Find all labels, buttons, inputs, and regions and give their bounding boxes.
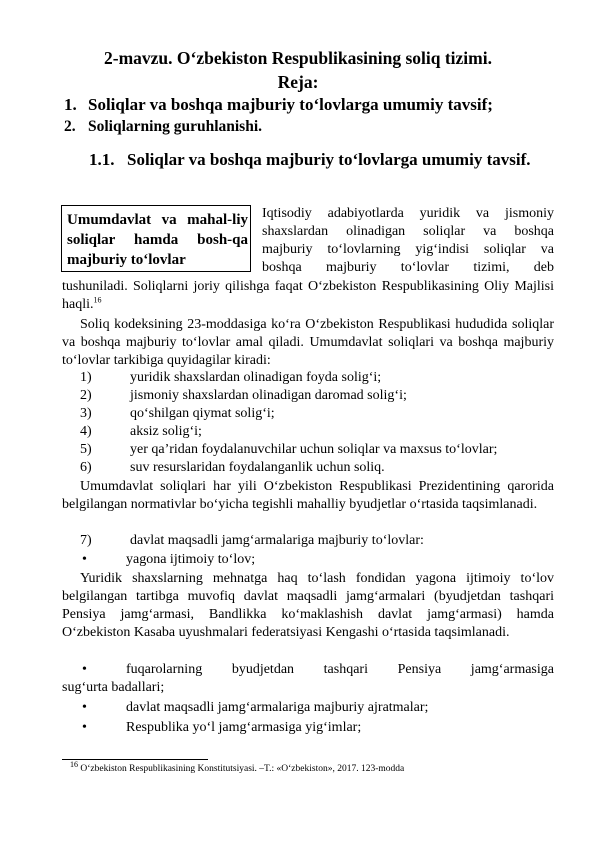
bullet-icon: • [82,720,87,735]
yagona-ijtimoiy-paragraph: Yuridik shaxslarning mehnatga haq to‘lash fondidan yagona ijtimoiy to‘lov belgilangan tartibga muvofiq davlat maqsadli jamg‘armalari (byudjetdan tashqari Pensiya jamg‘armasi, Bandlikka ko‘maklashish davlat jamg‘armasi) hamda O‘zbekiston Kasaba uyushmalari federatsiyasi Kengashi o‘rtasida taqsimlanadi. [62,571,554,640]
bullet-text: Respublika yo‘l jamg‘armasiga yig‘imlar; [126,720,362,735]
plan-item-1 [64,95,493,115]
intro-paragraph-continuation [62,278,554,314]
bullet-text: fuqarolarning byudjetdan tashqari Pensiya jamg‘armasiga [126,662,554,677]
section-heading [89,150,530,170]
list-text: davlat maqsadli jamg‘armalariga majburiy to‘lovlar: [130,533,424,548]
section-title: Soliqlar va boshqa majburiy to‘lovlarga umumiy tavsif. [127,150,531,169]
intro-line-4: boshqa majburiy to‘lovlar tizimi, deb [262,260,554,275]
bullet-text-continuation: sug‘urta badallari; [62,680,165,695]
footnote-separator [62,759,208,760]
list-number: 7) [80,533,92,548]
list-item [80,370,381,386]
list-number: 6) [80,460,92,475]
plan-item-text: Soliqlarning guruhlanishi. [88,118,263,135]
bullet-icon: • [82,700,87,715]
plan-item-2 [64,118,262,136]
footnote [70,759,405,774]
bullet-item [82,700,428,716]
list-item [80,460,385,476]
list-text: suv resurslaridan foydalanganlik uchun soliq. [130,460,385,475]
list-text: qo‘shilgan qiymat solig‘i; [130,406,275,421]
bullet-icon: • [82,552,87,567]
list-text: yer qa’ridan foydalanuvchilar uchun soliqlar va maxsus to‘lovlar; [130,442,498,457]
list-item [80,424,202,440]
margin-callout-box [61,205,251,272]
prezident-paragraph: Umumdavlat soliqlari har yili O‘zbekiston Respublikasi Prezidentining qarorida belgilangan normativlar bo‘yicha tegishli mahalliy byudjetlar o‘rtasida taqsimlanadi. [62,479,554,512]
plan-heading: Reja: [277,72,319,92]
list-item [80,442,497,458]
plan-item-number: 1. [64,95,77,114]
section-number: 1.1. [89,150,115,169]
bullet-item [82,662,126,678]
bullet-icon: • [82,662,87,677]
intro-line-1: Iqtisodiy adabiyotlarda yuridik va jismoniy [262,206,554,221]
intro-line-2: shaxslardan olinadigan soliqlar va boshqa [262,224,554,239]
page-title: 2-mavzu. O‘zbekiston Respublikasining soliq tizimi. [104,48,492,68]
footnote-text: O‘zbekiston Respublikasining Konstitutsiyasi. –T.: «O‘zbekiston», 2017. 123-modda [80,764,405,774]
list-number: 1) [80,370,92,385]
list-text: yuridik shaxslardan olinadigan foyda solig‘i; [130,370,382,385]
bullet-text: yagona ijtimoiy to‘lov; [126,552,256,567]
footnote-reference: 16 [93,295,102,305]
bullet-text: davlat maqsadli jamg‘armalariga majburiy ajratmalar; [126,700,429,715]
plan-item-text: Soliqlar va boshqa majburiy to‘lovlarga umumiy tavsif; [88,95,493,114]
list-item [80,406,275,422]
list-text: jismoniy shaxslardan olinadigan daromad solig‘i; [130,388,407,403]
soliq-kodeksi-paragraph: Soliq kodeksining 23-moddasiga ko‘ra O‘zbekiston Respublikasi hududida soliqlar va boshqa majburiy to‘lovlar amal qiladi. Umumdavlat soliqlari va boshqa majburiy to‘lovlar tarkibiga quyidagilar kiradi: [62,317,554,368]
margin-callout-text: Umumdavlat va mahal-liy soliqlar hamda bosh-qa majburiy to‘lovlar [67,212,248,268]
bullet-item [82,552,255,568]
plan-item-number: 2. [64,118,76,135]
list-number: 4) [80,424,92,439]
list-number: 3) [80,406,92,421]
list-number: 5) [80,442,92,457]
intro-text: tushuniladi. Soliqlarni joriy qilishga faqat O‘zbekiston Respublikasining Oliy Majlisi haqli. [62,279,554,312]
footnote-number: 16 [70,759,78,769]
list-text: aksiz solig‘i; [130,424,202,439]
list-item [80,388,407,404]
intro-line-3: majburiy to‘lovlarning yig‘indisi soliqlar va [262,242,554,257]
list-number: 2) [80,388,92,403]
bullet-item [82,720,361,736]
list-item [80,533,424,549]
